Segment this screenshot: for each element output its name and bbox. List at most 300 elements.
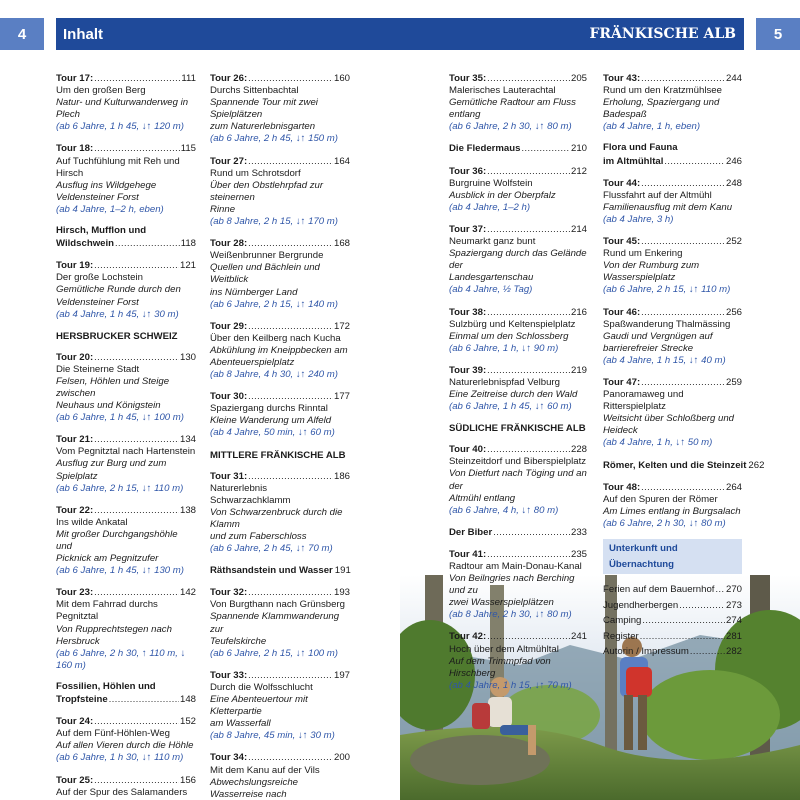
tour-name: Radtour am Main-Donau-Kanal [449,561,582,572]
toc-page-number: 246 [725,155,742,167]
toc-entry-title: Tour 31: [210,470,248,482]
toc-tour-entry[interactable] [449,72,587,133]
toc-page-number: 177 [333,391,350,403]
accommodation-page-number: 273 [725,599,742,611]
toc-column-2 [210,72,350,800]
dot-leader [640,629,725,645]
dot-leader [248,72,333,84]
toc-page-number: 118 [180,238,196,250]
toc-tour-entry[interactable] [603,376,742,450]
toc-title-line[interactable] [210,155,350,168]
accommodation-item[interactable] [603,598,742,614]
toc-title-line[interactable] [210,237,350,250]
toc-title-line[interactable] [56,693,196,706]
toc-title-line[interactable] [210,586,350,599]
toc-feature-entry[interactable] [56,681,196,706]
dot-leader [641,235,725,247]
tour-name: Ins wilde Ankatal [56,516,128,528]
toc-entry-title: Tour 26: [210,73,248,84]
tour-subtitle: Auf allen Vieren durch die Höhle [56,740,194,752]
accommodation-label: Autorin / Impressum [603,646,689,657]
tour-name: Naturerlebnis Schwarzachklamm [210,482,291,506]
toc-entry-title: Wildschwein [56,238,115,250]
toc-tour-entry[interactable] [210,237,350,311]
toc-feature-entry[interactable] [56,225,196,250]
tour-details: (ab 6 Jahre, 1 h 45, ↓↑ 100 m) [56,412,184,424]
toc-tour-entry[interactable] [210,470,350,556]
dot-leader [641,376,725,388]
tour-name: Mit dem Fahrrad durchs Pegnitztal [56,599,158,623]
tour-subtitle: Heideck [603,425,638,437]
toc-title-line[interactable] [56,504,196,517]
toc-title-line[interactable] [449,72,587,85]
tour-subtitle: Altmühl entlang [449,492,516,504]
toc-column-1 [56,72,196,800]
toc-entry-title: Tour 47: [603,376,641,388]
tour-details: (ab 8 Jahre, 2 h 15, ↓↑ 170 m) [210,216,338,228]
toc-title-line[interactable] [210,470,350,483]
left-header-bar [56,18,400,50]
toc-entry-title: Tour 35: [449,73,487,84]
dot-leader [487,364,570,376]
dot-leader [248,470,333,482]
tour-subtitle: Spannende Tour mit zwei Spielplätzen [210,97,318,121]
tour-subtitle: Gaudi und Vergnügen auf [603,330,713,342]
tour-name: Sulzbürg und Keltenspielplatz [449,318,576,330]
tour-subtitle: Spaziergang durch das Gelände der [449,248,587,272]
toc-title-line[interactable] [449,526,587,539]
toc-page-number: 164 [333,155,350,167]
toc-feature-heading: Hirsch, Mufflon und [56,225,147,237]
toc-entry-title: Tour 36: [449,165,487,177]
toc-tour-entry[interactable] [449,165,587,214]
toc-entry-title: Tour 37: [449,223,487,235]
tour-subtitle: Neuhaus und Königstein [56,400,161,412]
toc-title-line[interactable] [210,390,350,403]
region-section-heading: SÜDLICHE FRÄNKISCHE ALB [449,423,586,435]
tour-name: Panoramaweg und Ritterspielplatz [603,389,684,413]
tour-subtitle: Mit großer Durchgangshöhle und [56,528,178,552]
tour-details: (ab 6 Jahre, 2 h 15, ↓↑ 100 m) [210,647,338,659]
tour-details: (ab 4 Jahre, 3 h) [603,213,674,225]
tour-subtitle: Spannende Klammwanderung zur [210,611,340,635]
toc-page-number: 200 [333,752,350,764]
toc-page-number: 115 [180,143,196,155]
tour-subtitle: Auf dem Trimmpfad von Hirschberg [449,655,551,679]
toc-page-number: 197 [333,669,350,681]
dot-leader [248,586,333,598]
toc-page-number: 216 [570,306,587,318]
toc-page-number: 264 [725,481,742,493]
tour-subtitle: zum Naturerlebnisgarten [210,121,316,133]
toc-tour-entry[interactable] [603,306,742,367]
toc-title-line[interactable] [449,548,587,561]
toc-title-line[interactable] [449,443,587,456]
tour-details: (ab 6 Jahre, 2 h 30, ↓↑ 80 m) [603,517,726,529]
toc-tour-entry[interactable] [603,177,742,226]
toc-title-line[interactable] [603,72,742,85]
toc-title-line[interactable] [56,586,196,599]
toc-title-line[interactable] [56,259,196,272]
toc-feature-heading: Fossilien, Höhlen und [56,680,156,692]
dot-leader [94,142,180,154]
toc-title-line[interactable] [210,564,350,577]
tour-subtitle: Eine Abenteuertour mit Kletterpartie [210,694,308,718]
dot-leader [487,72,570,84]
tour-name: Steinzeitdorf und Biberspielplatz [449,456,587,468]
toc-entry-title: Tour 25: [56,774,94,786]
toc-entry-title: Tour 23: [56,587,94,599]
toc-title-line[interactable] [449,223,587,236]
dot-leader [94,72,180,84]
toc-tour-entry[interactable] [56,351,196,425]
tour-details: (ab 4 Jahre, 1–2 h) [449,201,531,213]
toc-title-line[interactable] [56,142,196,155]
toc-title-line[interactable] [56,433,196,446]
toc-title-line[interactable] [603,481,742,494]
tour-subtitle: Erholung, Spaziergang und Badespaß [603,97,720,121]
toc-page-number: 262 [748,459,765,471]
tour-subtitle: barrierefreier Strecke [603,342,694,354]
region-section-heading: MITTLERE FRÄNKISCHE ALB [210,449,346,461]
toc-title-line[interactable] [603,306,742,319]
tour-details: (ab 4 Jahre, ½ Tag) [449,284,533,296]
toc-entry-title: Tour 29: [210,320,248,332]
toc-title-line[interactable] [56,715,196,728]
accommodation-item[interactable] [603,629,742,645]
left-header-title: Inhalt [63,25,103,43]
region-section-heading: HERSBRUCKER SCHWEIZ [56,330,178,342]
dot-leader [641,177,725,189]
toc-title-line[interactable] [56,351,196,364]
right-page-number: 5 [756,18,800,50]
tour-name: Von Burgthann nach Grünsberg [210,599,345,611]
tour-subtitle: Kleine Wanderung um Alfeld [210,415,332,427]
toc-page-number: 138 [179,504,196,516]
toc-tour-entry[interactable] [603,72,742,133]
tour-details: (ab 8 Jahre, 45 min, ↓↑ 30 m) [210,730,335,742]
toc-title-line[interactable] [449,630,587,643]
tour-name: Flussfahrt auf der Altmühl [603,189,712,201]
toc-title-line[interactable] [210,72,350,85]
tour-subtitle: Teufelskirche [210,635,267,647]
tour-subtitle: Abwechslungsreiche Wasserreise nach [210,776,298,800]
tour-details: (ab 6 Jahre, 2 h 15, ↓↑ 110 m) [603,284,731,296]
tour-name: Weißenbrunner Bergrunde [210,250,324,262]
tour-subtitle: Gemütliche Radtour am Fluss entlang [449,97,576,121]
toc-entry-title: Tour 42: [449,631,487,643]
toc-entry-title: Tour 38: [449,306,487,318]
toc-entry-title: Tour 30: [210,391,248,403]
toc-feature-entry[interactable] [603,142,742,167]
toc-entry-title: Tour 27: [210,155,248,167]
dot-leader [487,165,570,177]
tour-subtitle: Rinne [210,203,236,215]
tour-details: (ab 6 Jahre, 1 h, ↓↑ 90 m) [449,342,559,354]
toc-page-number: 130 [179,351,196,363]
toc-feature-entry[interactable] [603,459,765,472]
tour-subtitle: Veldensteiner Forst [56,191,139,203]
toc-title-line[interactable] [449,165,587,178]
toc-title-line[interactable] [210,320,350,333]
tour-subtitle: Von Dietfurt nach Töging und an der [449,468,587,492]
toc-page-number: 212 [570,165,587,177]
dot-leader [94,504,179,516]
toc-title-line[interactable] [603,376,742,389]
accommodation-label: Jugendherbergen [603,599,679,611]
toc-tour-entry[interactable] [210,586,350,660]
dot-leader [94,433,179,445]
toc-tour-entry[interactable] [449,306,587,355]
tour-subtitle: und zum Faberschloss [210,531,307,542]
toc-tour-entry[interactable] [449,630,587,691]
accommodation-section [603,539,742,660]
dot-leader [679,598,725,614]
accommodation-page-number: 274 [725,615,742,626]
dot-leader [109,693,179,705]
tour-subtitle: Über den Obstlehrpfad zur steinernen [210,179,324,203]
right-header-bar [400,18,744,50]
toc-entry-title: Tour 48: [603,481,641,493]
tour-name: Auf Tuchfühlung mit Reh und Hirsch [56,155,180,179]
tour-subtitle: Von Schwarzenbruck durch die Klamm [210,506,343,530]
tour-subtitle: Von Rupprechtstegen nach Hersbruck [56,623,172,647]
toc-entry-title: Tour 32: [210,587,248,599]
toc-title-line[interactable] [449,306,587,319]
tour-name: Neumarkt ganz bunt [449,236,536,248]
accommodation-item[interactable] [603,644,742,660]
tour-subtitle: Familienausflug mit dem Kanu [603,201,733,213]
toc-title-line[interactable] [603,235,742,248]
tour-subtitle: Am Limes entlang in Burgsalach [603,505,741,517]
tour-subtitle: am Wasserfall [210,718,271,730]
toc-page-number: 134 [179,434,196,446]
accommodation-page-number: 281 [725,630,742,642]
tour-subtitle: Eine Zeitreise durch den Wald [449,389,578,401]
toc-entry-title: Tour 24: [56,716,94,728]
toc-title-line[interactable] [449,142,587,155]
accommodation-label: Camping [603,615,642,626]
tour-name: Hoch über dem Altmühltal [449,643,559,655]
toc-tour-entry[interactable] [56,433,196,494]
toc-tour-entry[interactable] [603,481,742,530]
dot-leader [690,644,725,660]
dot-leader [94,715,179,727]
toc-page-number: 252 [725,236,742,248]
toc-tour-entry[interactable] [449,548,587,622]
toc-tour-entry[interactable] [56,504,196,578]
dot-leader [248,155,333,167]
toc-entry-title: Räthsandstein und Wasser [210,565,333,577]
toc-entry-title: Der Biber [449,526,493,538]
toc-tour-entry[interactable] [56,774,196,800]
toc-page-number: 172 [333,320,350,332]
dot-leader [248,669,333,681]
tour-details: (ab 4 Jahre, 1–2 h, eben) [56,203,164,215]
tour-subtitle: Natur- und Kulturwanderweg in Plech [56,97,189,121]
toc-title-line[interactable] [603,177,742,190]
tour-details: (ab 6 Jahre, 2 h 45, ↓↑ 70 m) [210,543,333,555]
tour-details: (ab 6 Jahre, 2 h 45, ↓↑ 150 m) [210,133,338,145]
tour-name: Der große Lochstein [56,272,143,284]
accommodation-label: Register [603,630,639,642]
toc-title-line[interactable] [56,774,196,787]
dot-leader [248,320,333,332]
accommodation-label: Ferien auf dem Bauernhof [603,584,715,595]
toc-title-line[interactable] [603,459,765,472]
tour-name: Auf den Spuren der Römer [603,493,718,505]
dot-leader [94,351,179,363]
dot-leader [664,155,725,167]
toc-entry-title: Tropfsteine [56,694,108,706]
toc-page-number: 256 [725,306,742,318]
dot-leader [641,72,725,84]
tour-details: (ab 4 Jahre, 1 h 15, ↓↑ 70 m) [449,679,572,691]
tour-subtitle: Ausflug ins Wildgehege [56,179,157,191]
toc-entry-title: Tour 41: [449,548,487,560]
tour-name: Durch die Wolfsschlucht [210,681,313,693]
tour-name: Rund um Enkering [603,248,683,260]
toc-tour-entry[interactable] [56,715,196,764]
toc-title-line[interactable] [603,155,742,168]
toc-tour-entry[interactable] [210,72,350,146]
toc-tour-entry[interactable] [210,390,350,439]
toc-entry-title: Tour 21: [56,434,94,446]
tour-subtitle: Picknick am Pegnitzufer [56,553,159,565]
toc-page-number: 121 [179,260,196,272]
toc-tour-entry[interactable] [210,751,350,800]
dot-leader [493,526,570,538]
toc-tour-entry[interactable] [56,142,196,216]
tour-subtitle: zwei Wasserspielplätzen [449,597,554,609]
dot-leader [642,613,725,629]
tour-details: (ab 4 Jahre, 50 min, ↓↑ 60 m) [210,427,335,439]
dot-leader [521,142,570,154]
tour-name: Naturerlebnispfad Velburg [449,376,560,388]
toc-tour-entry[interactable] [56,259,196,320]
toc-entry-title: Tour 39: [449,364,487,376]
toc-entry-title: Tour 17: [56,73,94,84]
tour-details: (ab 4 Jahre, 1 h, eben) [603,121,701,133]
tour-details: (ab 6 Jahre, 2 h 15, ↓↑ 140 m) [210,298,338,310]
toc-tour-entry[interactable] [449,364,587,413]
toc-tour-entry[interactable] [210,669,350,743]
toc-feature-entry[interactable] [210,564,350,577]
toc-tour-entry[interactable] [449,443,587,517]
toc-entry-title: Tour 22: [56,504,94,516]
tour-name: Mit dem Kanu auf der Vils [210,764,320,776]
toc-page-number: 259 [725,376,742,388]
toc-page-number: 186 [333,470,350,482]
toc-entry-title: Tour 19: [56,260,94,272]
tour-subtitle: Von der Rumburg zum [603,260,700,272]
dot-leader [248,237,333,249]
tour-details: (ab 6 Jahre, 1 h 30, ↓↑ 110 m) [56,752,184,764]
accommodation-page-number: 270 [725,584,742,595]
tour-subtitle: Von Beilngries nach Berching und zu [449,573,575,597]
toc-title-line[interactable] [210,751,350,764]
tour-details: (ab 4 Jahre, 1 h, ↓↑ 50 m) [603,437,713,449]
toc-feature-entry[interactable] [449,526,587,539]
toc-tour-entry[interactable] [56,72,196,133]
toc-page-number: 233 [570,526,587,538]
toc-feature-heading: Flora und Fauna [603,142,678,154]
tour-subtitle: Landesgartenschau [449,272,534,284]
toc-page-number: 160 [333,73,350,84]
tour-name: Auf der Spur des Salamanders [56,786,188,798]
dot-leader [641,306,725,318]
tour-name: Spaziergang durchs Rinntal [210,403,328,415]
accommodation-item[interactable] [603,582,742,598]
toc-tour-entry[interactable] [210,320,350,381]
tour-name: Durchs Sittenbachtal [210,85,299,97]
toc-tour-entry[interactable] [210,155,350,229]
toc-entry-title: Die Fledermaus [449,143,521,155]
accommodation-page-number: 282 [725,646,742,657]
toc-page-number: 152 [179,716,196,728]
tour-subtitle: ins Nürnberger Land [210,286,298,298]
tour-details: (ab 6 Jahre, 2 h 30, ↓↑ 80 m) [449,121,572,133]
toc-page-number: 210 [570,143,587,155]
tour-details: (ab 6 Jahre, 1 h 45, ↓↑ 130 m) [56,565,184,577]
accommodation-item[interactable] [603,613,742,629]
toc-page-number: 191 [334,565,351,577]
toc-page-number: 142 [179,587,196,599]
tour-name: Malerisches Lauterachtal [449,85,556,97]
tour-details: (ab 6 Jahre, 2 h 15, ↓↑ 110 m) [56,482,184,494]
toc-page-number: 111 [181,73,196,84]
toc-entry-title: Tour 44: [603,177,641,189]
dot-leader [248,751,333,763]
tour-name: Rund um Schrotsdorf [210,167,301,179]
tour-details: (ab 8 Jahre, 2 h 30, ↓↑ 80 m) [449,609,572,621]
dot-leader [94,259,179,271]
tour-details: (ab 6 Jahre, 4 h, ↓↑ 80 m) [449,504,559,516]
tour-details: (ab 6 Jahre, 1 h 45, ↓↑ 120 m) [56,121,184,133]
toc-tour-entry[interactable] [56,586,196,672]
toc-entry-title: Tour 45: [603,236,641,248]
tour-subtitle: Veldensteiner Forst [56,296,139,308]
tour-subtitle: Ausflug zur Burg und zum Spielplatz [56,458,167,482]
tour-subtitle: Gemütliche Runde durch den [56,284,181,296]
toc-entry-title: Römer, Kelten und die Steinzeit [603,459,747,471]
dot-leader [715,582,725,598]
toc-entry-title: Tour 34: [210,752,248,764]
dot-leader [641,481,725,493]
toc-title-line[interactable] [449,364,587,377]
toc-title-line[interactable] [56,72,196,85]
tour-subtitle: Abkühlung im Kneippbecken am [210,344,348,356]
toc-tour-entry[interactable] [603,235,742,296]
tour-details: (ab 4 Jahre, 1 h 45, ↓↑ 30 m) [56,308,179,320]
tour-name: Auf dem Fünf-Höhlen-Weg [56,728,170,740]
toc-title-line[interactable] [210,669,350,682]
dot-leader [94,774,179,786]
dot-leader [248,390,333,402]
tour-subtitle: Quellen und Bächlein und Weitblick [210,262,320,286]
dot-leader [94,586,179,598]
toc-title-line[interactable] [56,237,196,250]
tour-subtitle: Abenteuerspielplatz [210,356,295,368]
dot-leader [115,237,180,249]
toc-page-number: 156 [179,774,196,786]
dot-leader [487,630,570,642]
toc-feature-entry[interactable] [449,142,587,155]
toc-entry-title: Tour 28: [210,238,248,250]
toc-column-3 [449,72,587,701]
toc-tour-entry[interactable] [449,223,587,297]
toc-page-number: 214 [570,223,587,235]
